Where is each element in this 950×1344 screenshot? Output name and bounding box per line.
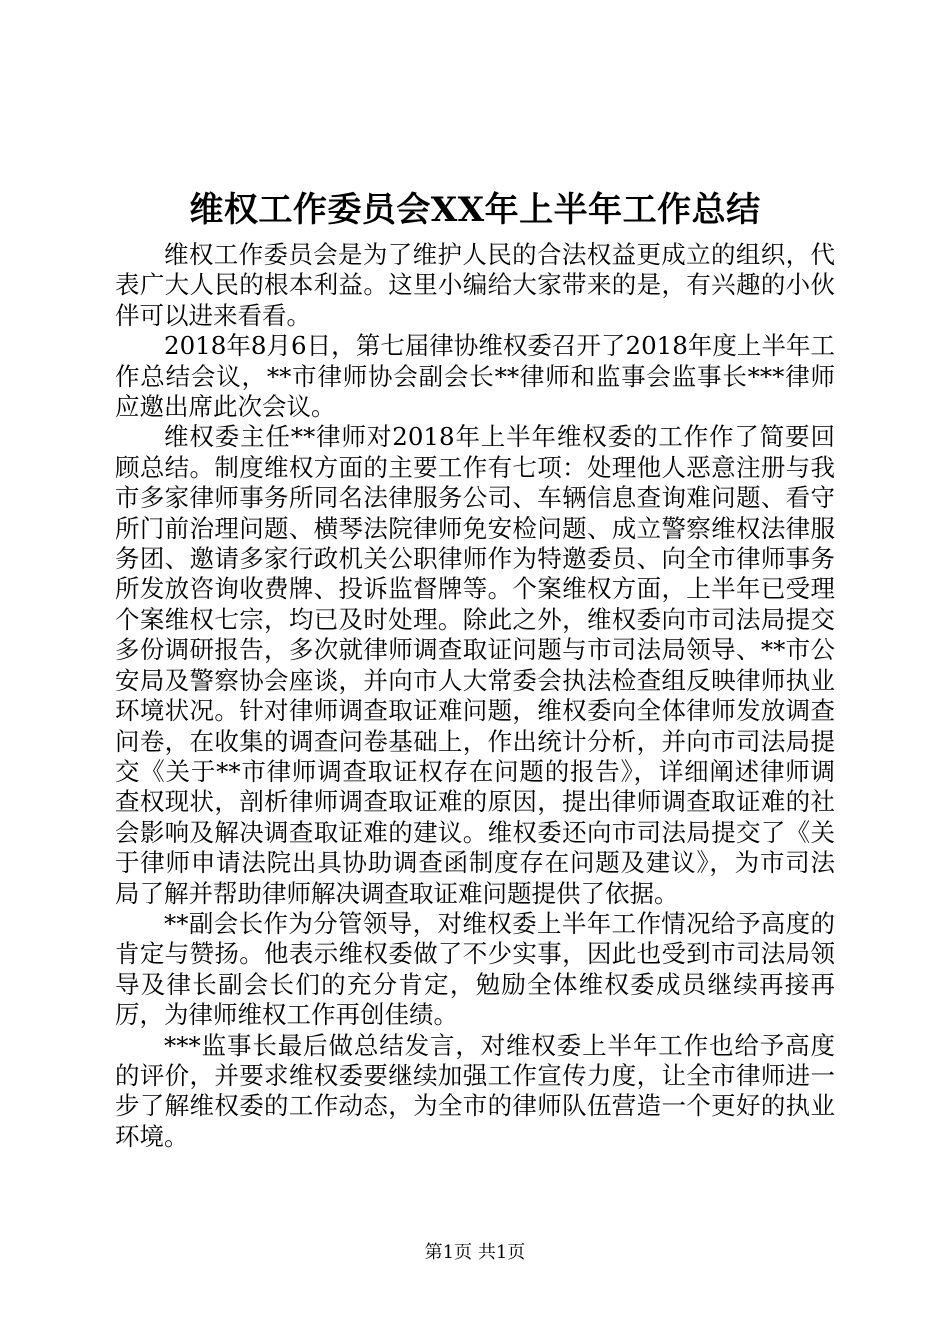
paragraph-meeting: 2018年8月6日，第七届律协维权委召开了2018年度上半年工作总结会议，**市律师协会副会长**律师和监事会监事长***律师应邀出席此次会议。	[115, 331, 835, 422]
paragraph-supervisor: ***监事长最后做总结发言，对维权委上半年工作也给予高度的评价，并要求维权委要继续加强工作宣传力度，让全市律师进一步了解维权委的工作动态，为全市的律师队伍营造一个更好的执业环境。	[115, 1030, 835, 1151]
document-title: 维权工作委员会XX年上半年工作总结	[189, 190, 761, 230]
paragraph-review: 维权委主任**律师对2018年上半年维权委的工作作了简要回顾总结。制度维权方面的主要工作有七项：处理他人恶意注册与我市多家律师事务所同名法律服务公司、车辆信息查询难问题、看守所门前治理问题、横琴法院律师免安检问题、成立警察维权法律服务团、邀请多家行政机关公职律师作为特邀委员、向全市律师事务所发放咨询收费牌、投诉监督牌等。个案维权方面，上半年已受理个案维权七宗，均已及时处理。除此之外，维权委向市司法局提交多份调研报告，多次就律师调查取证问题与市司法局领导、**市公安局及警察协会座谈，并向市人大常委会执法检查组反映律师执业环境状况。针对律师调查取证难问题，维权委向全体律师发放调查问卷，在收集的调查问卷基础上，作出统计分析，并向市司法局提交《关于**市律师调查取证权存在问题的报告》，详细阐述律师调查权现状，剖析律师调查取证难的原因，提出律师调查取证难的社会影响及解决调查取证难的建议。维权委还向市司法局提交了《关于律师申请法院出具协助调查函制度存在问题及建议》，为市司法局了解并帮助律师解决调查取证难问题提供了依据。	[115, 422, 835, 908]
paragraph-intro: 维权工作委员会是为了维护人民的合法权益更成立的组织，代表广大人民的根本利益。这里小编给大家带来的是，有兴趣的小伙伴可以进来看看。	[115, 240, 835, 330]
paragraph-vice-president: **副会长作为分管领导，对维权委上半年工作情况给予高度的肯定与赞扬。他表示维权委做了不少实事，因此也受到市司法局领导及律长副会长们的充分肯定，勉励全体维权委成员继续再接再厉，为律师维权工作再创佳绩。	[115, 908, 835, 1030]
page-footer: 第1页 共1页	[424, 1242, 526, 1263]
document-body	[115, 240, 835, 1152]
